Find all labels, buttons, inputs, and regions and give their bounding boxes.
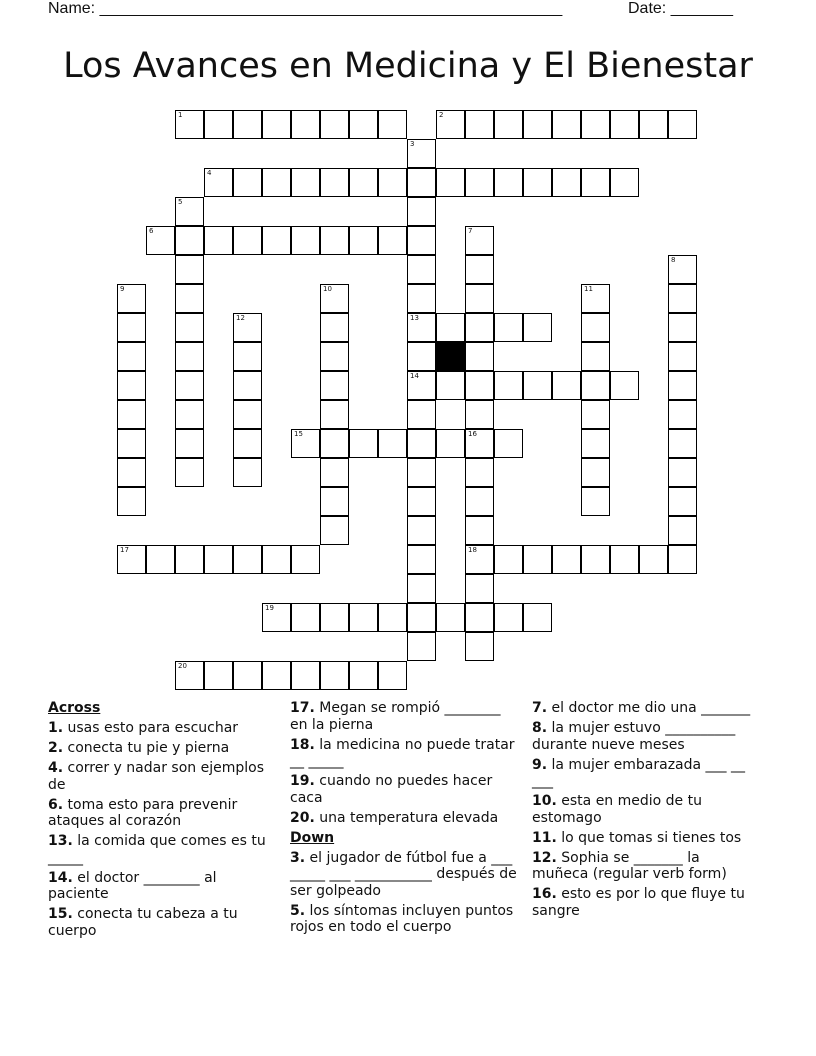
crossword-cell[interactable]: [407, 545, 436, 574]
crossword-cell[interactable]: [175, 197, 204, 226]
crossword-cell[interactable]: [465, 168, 494, 197]
crossword-cell[interactable]: [204, 110, 233, 139]
clue-number-label: 6: [149, 227, 154, 235]
clue-text: el doctor me dio una _______: [547, 700, 751, 716]
crossword-cell[interactable]: [668, 400, 697, 429]
clue-number-label: 1: [178, 111, 183, 119]
crossword-cell[interactable]: [146, 226, 175, 255]
clue-number-label: 4: [207, 169, 212, 177]
clue-number: 10.: [532, 793, 557, 809]
crossword-cell[interactable]: [581, 458, 610, 487]
crossword-cell[interactable]: [262, 226, 291, 255]
crossword-cell[interactable]: [117, 313, 146, 342]
crossword-cell[interactable]: [465, 371, 494, 400]
crossword-cell[interactable]: [523, 603, 552, 632]
clue-text: la medicina no puede tratar __ _____: [290, 736, 515, 769]
clue-item: [532, 720, 760, 753]
crossword-cell[interactable]: [378, 226, 407, 255]
clue-number-label: 12: [236, 314, 245, 322]
crossword-cell[interactable]: [581, 168, 610, 197]
clue-item: [532, 700, 760, 717]
clue-item: [48, 906, 276, 939]
crossword-cell[interactable]: [233, 313, 262, 342]
crossword-cell[interactable]: [291, 545, 320, 574]
clue-number-label: 20: [178, 662, 187, 670]
crossword-cell[interactable]: [668, 545, 697, 574]
crossword-cell[interactable]: [233, 661, 262, 690]
clue-number: 17.: [290, 700, 315, 716]
crossword-cell[interactable]: [204, 545, 233, 574]
clue-number: 20.: [290, 809, 315, 826]
down-heading: Down: [290, 829, 335, 846]
crossword-cell[interactable]: [581, 284, 610, 313]
crossword-cell[interactable]: [233, 168, 262, 197]
crossword-cell[interactable]: [581, 429, 610, 458]
crossword-cell[interactable]: [349, 168, 378, 197]
crossword-cell[interactable]: [465, 110, 494, 139]
crossword-cell[interactable]: [465, 284, 494, 313]
crossword-cell[interactable]: [233, 429, 262, 458]
crossword-cell[interactable]: [233, 458, 262, 487]
clue-number: 16.: [532, 886, 557, 902]
crossword-cell[interactable]: [436, 313, 465, 342]
crossword-cell[interactable]: [581, 487, 610, 516]
crossword-cell[interactable]: [407, 371, 436, 400]
clue-item: [290, 850, 522, 900]
crossword-cell[interactable]: [320, 661, 349, 690]
crossword-cell[interactable]: [668, 110, 697, 139]
crossword-cell[interactable]: [407, 574, 436, 603]
crossword-cell[interactable]: [407, 139, 436, 168]
clue-text: correr y nadar son ejemplos de: [48, 760, 264, 793]
clue-text: conecta tu pie y pierna: [63, 740, 230, 756]
clue-text: esto es por lo que fluye tu sangre: [532, 886, 745, 919]
clue-number: 19.: [290, 773, 315, 789]
clue-item: [290, 700, 522, 733]
clue-item: [48, 870, 276, 903]
clue-number-label: 16: [468, 430, 477, 438]
crossword-cell[interactable]: [146, 545, 175, 574]
crossword-cell[interactable]: [320, 110, 349, 139]
crossword-cell[interactable]: [610, 545, 639, 574]
clue-number: 3.: [290, 849, 306, 866]
crossword-cell[interactable]: [233, 400, 262, 429]
clue-text: la comida que comes es tu _____: [48, 833, 266, 866]
clue-number-label: 8: [671, 256, 676, 264]
crossword-cell[interactable]: [204, 168, 233, 197]
crossword-cell[interactable]: [523, 168, 552, 197]
crossword-cell[interactable]: [175, 110, 204, 139]
crossword-cell[interactable]: [639, 110, 668, 139]
crossword-cell[interactable]: [320, 313, 349, 342]
clue-text: cuando no puedes hacer caca: [290, 773, 493, 806]
clue-number: 14.: [48, 869, 73, 886]
crossword-cell[interactable]: [117, 400, 146, 429]
black-cell: [436, 342, 465, 371]
crossword-cell[interactable]: [407, 313, 436, 342]
crossword-cell[interactable]: [407, 226, 436, 255]
crossword-cell[interactable]: [407, 487, 436, 516]
crossword-cell[interactable]: [175, 458, 204, 487]
clue-item: [290, 773, 522, 806]
crossword-cell[interactable]: [465, 487, 494, 516]
crossword-cell[interactable]: [378, 603, 407, 632]
crossword-cell[interactable]: [233, 545, 262, 574]
crossword-cell[interactable]: [291, 110, 320, 139]
crossword-cell[interactable]: [552, 110, 581, 139]
crossword-cell[interactable]: [407, 168, 436, 197]
crossword-cell[interactable]: [581, 371, 610, 400]
crossword-cell[interactable]: [175, 400, 204, 429]
crossword-cell[interactable]: [494, 313, 523, 342]
crossword-cell[interactable]: [494, 545, 523, 574]
crossword-cell[interactable]: [523, 545, 552, 574]
crossword-cell[interactable]: [436, 429, 465, 458]
crossword-cell[interactable]: [436, 603, 465, 632]
clue-text: Megan se rompió ________ en la pierna: [290, 700, 501, 733]
clue-number: 13.: [48, 833, 73, 849]
crossword-cell[interactable]: [349, 226, 378, 255]
clue-item: [48, 797, 276, 830]
crossword-cell[interactable]: [175, 429, 204, 458]
crossword-cell[interactable]: [668, 313, 697, 342]
crossword-cell[interactable]: [117, 545, 146, 574]
crossword-cell[interactable]: [175, 661, 204, 690]
page-title: Los Avances en Medicina y El Bienestar: [63, 46, 753, 86]
crossword-cell[interactable]: [117, 429, 146, 458]
crossword-cell[interactable]: [407, 400, 436, 429]
crossword-cell[interactable]: [407, 516, 436, 545]
crossword-cell[interactable]: [175, 371, 204, 400]
crossword-cell[interactable]: [378, 661, 407, 690]
crossword-cell[interactable]: [465, 574, 494, 603]
clue-number: 8.: [532, 720, 548, 736]
clue-number-label: 9: [120, 285, 125, 293]
clue-text: usas esto para escuchar: [63, 720, 239, 736]
crossword-cell[interactable]: [204, 226, 233, 255]
crossword-cell[interactable]: [291, 429, 320, 458]
crossword-cell[interactable]: [668, 342, 697, 371]
clue-item: [48, 760, 276, 793]
crossword-cell[interactable]: [320, 342, 349, 371]
crossword-cell[interactable]: [320, 226, 349, 255]
clues-column-1: [48, 700, 276, 943]
crossword-cell[interactable]: [320, 458, 349, 487]
crossword-cell[interactable]: [494, 603, 523, 632]
clue-text: lo que tomas si tienes tos: [556, 829, 742, 846]
crossword-cell[interactable]: [668, 284, 697, 313]
across-heading: Across: [48, 700, 101, 716]
clue-number-label: 10: [323, 285, 332, 293]
crossword-cell[interactable]: [407, 632, 436, 661]
crossword-cell[interactable]: [668, 371, 697, 400]
crossword-cell[interactable]: [552, 545, 581, 574]
crossword-cell[interactable]: [378, 429, 407, 458]
crossword-cell[interactable]: [610, 110, 639, 139]
clue-item: [532, 757, 760, 790]
crossword-cell[interactable]: [291, 168, 320, 197]
crossword-cell[interactable]: [320, 168, 349, 197]
clue-text: esta en medio de tu estomago: [532, 793, 702, 826]
crossword-cell[interactable]: [581, 342, 610, 371]
crossword-cell[interactable]: [668, 458, 697, 487]
crossword-cell[interactable]: [465, 255, 494, 284]
crossword-cell[interactable]: [117, 371, 146, 400]
crossword-cell[interactable]: [581, 110, 610, 139]
crossword-cell[interactable]: [349, 603, 378, 632]
crossword-cell[interactable]: [436, 168, 465, 197]
crossword-cell[interactable]: [494, 168, 523, 197]
clue-item: [532, 830, 760, 847]
crossword-cell[interactable]: [175, 313, 204, 342]
crossword-cell[interactable]: [262, 603, 291, 632]
crossword-cell[interactable]: [378, 168, 407, 197]
crossword-cell[interactable]: [465, 516, 494, 545]
crossword-cell[interactable]: [552, 371, 581, 400]
clue-item: [290, 737, 522, 770]
clue-number: 12.: [532, 849, 557, 866]
clue-number: 1.: [48, 720, 64, 736]
crossword-cell[interactable]: [407, 603, 436, 632]
clue-number-label: 14: [410, 372, 419, 380]
clue-text: toma esto para prevenir ataques al corazón: [48, 796, 238, 829]
crossword-cell[interactable]: [436, 371, 465, 400]
crossword-cell[interactable]: [320, 284, 349, 313]
crossword-cell[interactable]: [494, 429, 523, 458]
crossword-cell[interactable]: [175, 342, 204, 371]
clue-text: el doctor ________ al paciente: [48, 869, 217, 902]
clue-item: [290, 903, 522, 936]
crossword-cell[interactable]: [610, 371, 639, 400]
crossword-cell[interactable]: [262, 168, 291, 197]
clue-number-label: 5: [178, 198, 183, 206]
crossword-cell[interactable]: [494, 371, 523, 400]
clue-number: 4.: [48, 760, 64, 776]
clue-text: Sophia se _______ la muñeca (regular verb form): [532, 849, 727, 882]
crossword-cell[interactable]: [320, 400, 349, 429]
crossword-cell[interactable]: [175, 255, 204, 284]
crossword-cell[interactable]: [581, 313, 610, 342]
crossword-cell[interactable]: [465, 603, 494, 632]
crossword-cell[interactable]: [552, 168, 581, 197]
crossword-cell[interactable]: [320, 603, 349, 632]
crossword-cell[interactable]: [465, 458, 494, 487]
crossword-cell[interactable]: [378, 110, 407, 139]
clue-item: [532, 793, 760, 826]
crossword-cell[interactable]: [494, 110, 523, 139]
clue-number-label: 3: [410, 140, 415, 148]
crossword-cell[interactable]: [407, 429, 436, 458]
clue-text: los síntomas incluyen puntos rojos en todo el cuerpo: [290, 902, 514, 935]
crossword-cell[interactable]: [262, 110, 291, 139]
clue-number-label: 15: [294, 430, 303, 438]
crossword-cell[interactable]: [349, 661, 378, 690]
crossword-cell[interactable]: [349, 429, 378, 458]
crossword-cell[interactable]: [465, 400, 494, 429]
clue-text: la mujer embarazada ___ __ ___: [532, 756, 745, 789]
crossword-cell[interactable]: [117, 342, 146, 371]
crossword-cell[interactable]: [668, 487, 697, 516]
clue-number-label: 17: [120, 546, 129, 554]
clue-number-label: 11: [584, 285, 593, 293]
crossword-cell[interactable]: [581, 545, 610, 574]
crossword-cell[interactable]: [291, 603, 320, 632]
clue-text: una temperatura elevada: [314, 809, 499, 826]
crossword-cell[interactable]: [320, 516, 349, 545]
crossword-cell[interactable]: [233, 110, 262, 139]
crossword-cell[interactable]: [610, 168, 639, 197]
crossword-cell[interactable]: [233, 226, 262, 255]
crossword-cell[interactable]: [262, 545, 291, 574]
crossword-cell[interactable]: [117, 284, 146, 313]
crossword-cell[interactable]: [204, 661, 233, 690]
crossword-cell[interactable]: [523, 313, 552, 342]
crossword-cell[interactable]: [407, 197, 436, 226]
name-field-label[interactable]: Name: ____________________________________________________: [48, 0, 563, 17]
clue-number: 5.: [290, 902, 306, 919]
crossword-cell[interactable]: [291, 226, 320, 255]
crossword-cell[interactable]: [465, 545, 494, 574]
clue-item: [48, 740, 276, 757]
crossword-cell[interactable]: [465, 342, 494, 371]
crossword-cell[interactable]: [407, 284, 436, 313]
clues-column-3: [532, 700, 760, 923]
crossword-cell[interactable]: [465, 632, 494, 661]
clue-number-label: 18: [468, 546, 477, 554]
crossword-cell[interactable]: [320, 371, 349, 400]
crossword-cell[interactable]: [320, 429, 349, 458]
clue-text: la mujer estuvo __________ durante nueve meses: [532, 720, 736, 753]
clue-number: 15.: [48, 906, 73, 922]
crossword-cell[interactable]: [668, 255, 697, 284]
crossword-cell[interactable]: [233, 342, 262, 371]
crossword-cell[interactable]: [349, 110, 378, 139]
crossword-cell[interactable]: [407, 342, 436, 371]
clue-item: [48, 720, 276, 737]
crossword-cell[interactable]: [668, 429, 697, 458]
clue-number-label: 2: [439, 111, 444, 119]
crossword-cell[interactable]: [523, 110, 552, 139]
crossword-cell[interactable]: [639, 545, 668, 574]
crossword-cell[interactable]: [233, 371, 262, 400]
clue-item: [532, 886, 760, 919]
date-field-label[interactable]: Date: _______: [628, 0, 733, 17]
crossword-cell[interactable]: [117, 458, 146, 487]
crossword-cell[interactable]: [523, 371, 552, 400]
crossword-cell[interactable]: [175, 226, 204, 255]
crossword-cell[interactable]: [436, 110, 465, 139]
clue-item: [532, 850, 760, 883]
clue-text: conecta tu cabeza a tu cuerpo: [48, 906, 238, 939]
crossword-cell[interactable]: [291, 661, 320, 690]
clue-item: [290, 810, 522, 827]
crossword-cell[interactable]: [262, 661, 291, 690]
clue-item: [48, 833, 276, 866]
clue-number-label: 7: [468, 227, 473, 235]
clue-number: 9.: [532, 756, 548, 773]
crossword-cell[interactable]: [320, 487, 349, 516]
crossword-cell[interactable]: [175, 545, 204, 574]
clue-number: 18.: [290, 736, 315, 753]
crossword-cell[interactable]: [465, 313, 494, 342]
crossword-cell[interactable]: [465, 429, 494, 458]
clue-number-label: 19: [265, 604, 274, 612]
clue-number: 6.: [48, 796, 64, 813]
clue-number: 2.: [48, 740, 64, 756]
clue-number-label: 13: [410, 314, 419, 322]
clue-text: el jugador de fútbol fue a ___ _____ ___ ___________ después de ser golpeado: [290, 849, 517, 899]
crossword-cell[interactable]: [581, 400, 610, 429]
clue-number: 11.: [532, 829, 557, 846]
crossword-cell[interactable]: [407, 458, 436, 487]
clues-column-2: [290, 700, 522, 939]
crossword-cell[interactable]: [465, 226, 494, 255]
clue-number: 7.: [532, 700, 548, 716]
crossword-cell[interactable]: [117, 487, 146, 516]
crossword-cell[interactable]: [175, 284, 204, 313]
crossword-cell[interactable]: [668, 516, 697, 545]
crossword-cell[interactable]: [407, 255, 436, 284]
